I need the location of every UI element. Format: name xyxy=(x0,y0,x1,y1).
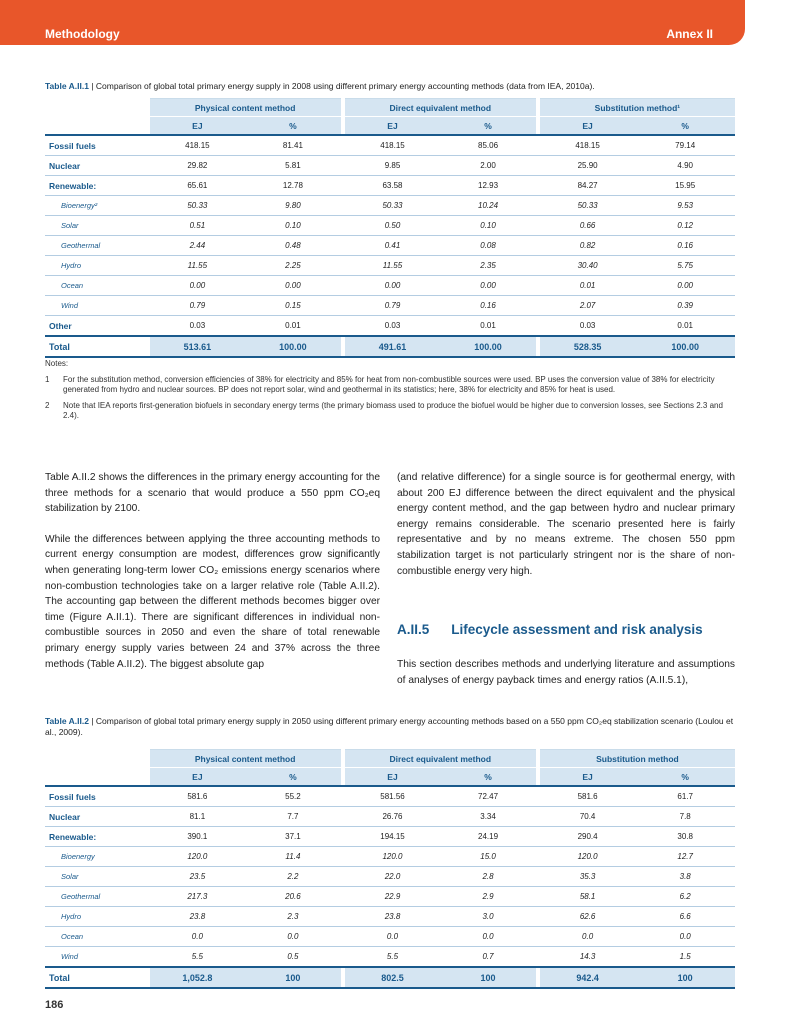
value-cell: 217.3 xyxy=(150,887,246,907)
note-number: 2 xyxy=(45,400,50,410)
value-cell: 2.00 xyxy=(440,156,536,176)
note-1 xyxy=(45,375,735,396)
table2 xyxy=(45,749,735,989)
value-cell: 581.6 xyxy=(540,786,636,807)
value-cell: 418.15 xyxy=(150,135,246,156)
value-cell: 418.15 xyxy=(345,135,441,156)
value-cell: 0.00 xyxy=(150,276,246,296)
table-row xyxy=(45,807,735,827)
value-cell: 0.50 xyxy=(345,216,441,236)
table-corner xyxy=(45,750,150,768)
total-cell: 100.00 xyxy=(440,336,536,357)
row-label: Geothermal xyxy=(45,887,150,907)
row-label: Ocean xyxy=(45,927,150,947)
value-cell: 23.8 xyxy=(150,907,246,927)
table1-label: Table A.II.1 xyxy=(45,81,89,91)
value-cell: 6.2 xyxy=(635,887,735,907)
unit-header: EJ xyxy=(540,117,636,136)
value-cell: 29.82 xyxy=(150,156,246,176)
table-row xyxy=(45,296,735,316)
value-cell: 0.01 xyxy=(245,316,341,337)
value-cell: 390.1 xyxy=(150,827,246,847)
table-row xyxy=(45,256,735,276)
value-cell: 2.2 xyxy=(245,867,341,887)
value-cell: 65.61 xyxy=(150,176,246,196)
page-header xyxy=(0,0,745,45)
section-title: Lifecycle assessment and risk analysis xyxy=(451,622,703,637)
value-cell: 0.79 xyxy=(345,296,441,316)
row-label: Bioenergy² xyxy=(45,196,150,216)
value-cell: 11.4 xyxy=(245,847,341,867)
unit-header: EJ xyxy=(540,768,636,787)
value-cell: 581.56 xyxy=(345,786,441,807)
value-cell: 0.01 xyxy=(635,316,735,337)
table-row xyxy=(45,236,735,256)
total-cell: 942.4 xyxy=(540,967,636,988)
value-cell: 5.75 xyxy=(635,256,735,276)
section-heading xyxy=(397,622,703,637)
value-cell: 9.80 xyxy=(245,196,341,216)
value-cell: 9.85 xyxy=(345,156,441,176)
value-cell: 2.25 xyxy=(245,256,341,276)
group-header: Direct equivalent method xyxy=(345,750,536,768)
group-header: Physical content method xyxy=(150,99,341,117)
row-label: Renewable: xyxy=(45,827,150,847)
table-row xyxy=(45,135,735,156)
value-cell: 12.93 xyxy=(440,176,536,196)
row-label: Geothermal xyxy=(45,236,150,256)
value-cell: 5.5 xyxy=(345,947,441,968)
value-cell: 50.33 xyxy=(540,196,636,216)
table-row xyxy=(45,276,735,296)
row-label: Solar xyxy=(45,867,150,887)
total-cell: 100.00 xyxy=(635,336,735,357)
unit-header: % xyxy=(245,768,341,787)
value-cell: 11.55 xyxy=(150,256,246,276)
value-cell: 120.0 xyxy=(345,847,441,867)
table-row xyxy=(45,907,735,927)
value-cell: 0.48 xyxy=(245,236,341,256)
paragraph: This section describes methods and underlying literature and assumptions of analyses of energy payback times and energy ratios (A.II.5.1), xyxy=(397,659,735,686)
total-cell: 491.61 xyxy=(345,336,441,357)
value-cell: 3.8 xyxy=(635,867,735,887)
value-cell: 0.15 xyxy=(245,296,341,316)
value-cell: 2.8 xyxy=(440,867,536,887)
value-cell: 0.0 xyxy=(245,927,341,947)
value-cell: 0.5 xyxy=(245,947,341,968)
group-header: Substitution method xyxy=(540,750,735,768)
notes-title: Notes: xyxy=(45,359,69,368)
unit-header: % xyxy=(635,117,735,136)
value-cell: 0.12 xyxy=(635,216,735,236)
value-cell: 2.07 xyxy=(540,296,636,316)
body-right-column xyxy=(397,470,735,594)
value-cell: 5.81 xyxy=(245,156,341,176)
note-2 xyxy=(45,401,735,422)
table2-label: Table A.II.2 xyxy=(45,716,89,726)
value-cell: 3.0 xyxy=(440,907,536,927)
total-cell: 802.5 xyxy=(345,967,441,988)
value-cell: 84.27 xyxy=(540,176,636,196)
value-cell: 9.53 xyxy=(635,196,735,216)
total-cell: 100 xyxy=(440,967,536,988)
value-cell: 0.7 xyxy=(440,947,536,968)
value-cell: 12.78 xyxy=(245,176,341,196)
group-header: Physical content method xyxy=(150,750,341,768)
table-unit-header xyxy=(45,768,735,787)
table-corner xyxy=(45,768,150,787)
table-group-header xyxy=(45,750,735,768)
table-row xyxy=(45,176,735,196)
value-cell: 26.76 xyxy=(345,807,441,827)
value-cell: 50.33 xyxy=(345,196,441,216)
row-label: Total xyxy=(45,336,150,357)
table1-caption-text: | Comparison of global total primary energy supply in 2008 using different primary energy accounting methods (data from IEA, 2010a). xyxy=(88,81,595,91)
table-row xyxy=(45,216,735,236)
section-number: A.II.5 xyxy=(397,622,430,637)
row-label: Wind xyxy=(45,947,150,968)
value-cell: 0.01 xyxy=(540,276,636,296)
unit-header: EJ xyxy=(345,117,441,136)
value-cell: 2.35 xyxy=(440,256,536,276)
group-header: Direct equivalent method xyxy=(345,99,536,117)
paragraph: (and relative difference) for a single source is for geothermal energy, with about 200 EJ difference between the direct equivalent and the physical energy content method, and the gap between hydro and nuclear primary energy remains considerable. The scenario presented here is fairly representative and by no means extreme. The chosen 550 ppm stabilization target is not particularly stringent nor is the share of non-combustible energy very high. xyxy=(397,472,735,577)
unit-header: EJ xyxy=(150,117,246,136)
table-row xyxy=(45,786,735,807)
value-cell: 2.3 xyxy=(245,907,341,927)
value-cell: 15.0 xyxy=(440,847,536,867)
value-cell: 20.6 xyxy=(245,887,341,907)
value-cell: 194.15 xyxy=(345,827,441,847)
value-cell: 0.10 xyxy=(245,216,341,236)
table1-caption xyxy=(45,81,735,92)
value-cell: 6.6 xyxy=(635,907,735,927)
header-annex: Annex II xyxy=(666,27,713,41)
body-right-column-2 xyxy=(397,657,735,703)
value-cell: 0.00 xyxy=(345,276,441,296)
value-cell: 61.7 xyxy=(635,786,735,807)
value-cell: 418.15 xyxy=(540,135,636,156)
value-cell: 0.03 xyxy=(345,316,441,337)
value-cell: 5.5 xyxy=(150,947,246,968)
table-row xyxy=(45,156,735,176)
value-cell: 0.82 xyxy=(540,236,636,256)
value-cell: 15.95 xyxy=(635,176,735,196)
table-row xyxy=(45,827,735,847)
value-cell: 79.14 xyxy=(635,135,735,156)
unit-header: % xyxy=(440,768,536,787)
table-row xyxy=(45,847,735,867)
unit-header: EJ xyxy=(345,768,441,787)
row-label: Hydro xyxy=(45,256,150,276)
value-cell: 0.03 xyxy=(150,316,246,337)
table-group-header xyxy=(45,99,735,117)
value-cell: 0.39 xyxy=(635,296,735,316)
value-cell: 2.44 xyxy=(150,236,246,256)
value-cell: 120.0 xyxy=(150,847,246,867)
value-cell: 0.08 xyxy=(440,236,536,256)
value-cell: 23.5 xyxy=(150,867,246,887)
table1-notes xyxy=(45,359,735,422)
value-cell: 581.6 xyxy=(150,786,246,807)
table1 xyxy=(45,98,735,358)
value-cell: 0.66 xyxy=(540,216,636,236)
row-label: Total xyxy=(45,967,150,988)
value-cell: 0.10 xyxy=(440,216,536,236)
value-cell: 0.0 xyxy=(440,927,536,947)
table-corner xyxy=(45,117,150,136)
row-label: Bioenergy xyxy=(45,847,150,867)
value-cell: 0.0 xyxy=(345,927,441,947)
value-cell: 24.19 xyxy=(440,827,536,847)
value-cell: 22.0 xyxy=(345,867,441,887)
note-number: 1 xyxy=(45,374,50,384)
total-cell: 1,052.8 xyxy=(150,967,246,988)
value-cell: 81.41 xyxy=(245,135,341,156)
value-cell: 7.8 xyxy=(635,807,735,827)
value-cell: 12.7 xyxy=(635,847,735,867)
value-cell: 0.41 xyxy=(345,236,441,256)
unit-header: % xyxy=(635,768,735,787)
value-cell: 11.55 xyxy=(345,256,441,276)
value-cell: 0.0 xyxy=(150,927,246,947)
value-cell: 72.47 xyxy=(440,786,536,807)
row-label: Solar xyxy=(45,216,150,236)
value-cell: 0.00 xyxy=(440,276,536,296)
value-cell: 120.0 xyxy=(540,847,636,867)
table-unit-header xyxy=(45,117,735,136)
row-label: Fossil fuels xyxy=(45,786,150,807)
paragraph: While the differences between applying the three accounting methods to current energy consumption are modest, differences grow significantly when generating long-term lower CO₂ emissions energy scenarios where non-combustion technologies take on a larger relative role (Table A.II.2). The accounting gap between the different methods becomes bigger over time (Figure A.II.1). There are significant differences in individual non-combustible sources in 2050 and even the share of total renewable primary energy supply varies between 24 and 37% across the three methods (Table A.II.2). The biggest absolute gap xyxy=(45,533,380,670)
table-row xyxy=(45,887,735,907)
page-number: 186 xyxy=(45,999,64,1011)
value-cell: 62.6 xyxy=(540,907,636,927)
value-cell: 0.03 xyxy=(540,316,636,337)
note-text: Note that IEA reports first-generation biofuels in secondary energy terms (the primary biomass used to produce the biofuel would be higher due to conversion losses, see Sections 2.3 and 2.4). xyxy=(63,400,723,420)
value-cell: 7.7 xyxy=(245,807,341,827)
table-row xyxy=(45,927,735,947)
paragraph: Table A.II.2 shows the differences in the primary energy accounting for the three methods for a scenario that would produce a 550 ppm CO₂eq stabilization by 2100. xyxy=(45,472,380,515)
total-cell: 100 xyxy=(635,967,735,988)
row-label: Wind xyxy=(45,296,150,316)
header-section: Methodology xyxy=(45,27,120,41)
value-cell: 14.3 xyxy=(540,947,636,968)
row-label: Other xyxy=(45,316,150,337)
value-cell: 4.90 xyxy=(635,156,735,176)
value-cell: 0.16 xyxy=(440,296,536,316)
total-row xyxy=(45,336,735,357)
table-row xyxy=(45,316,735,337)
value-cell: 0.16 xyxy=(635,236,735,256)
value-cell: 0.0 xyxy=(635,927,735,947)
value-cell: 10.24 xyxy=(440,196,536,216)
table2-caption xyxy=(45,716,735,738)
body-left-column xyxy=(45,470,380,687)
row-label: Ocean xyxy=(45,276,150,296)
row-label: Fossil fuels xyxy=(45,135,150,156)
value-cell: 85.06 xyxy=(440,135,536,156)
table2-caption-text: | Comparison of global total primary energy supply in 2050 using different primary energy accounting methods based on a 550 ppm CO₂eq stabilization scenario (Loulou et al., 2009). xyxy=(45,716,734,737)
unit-header: EJ xyxy=(150,768,246,787)
total-row xyxy=(45,967,735,988)
value-cell: 0.79 xyxy=(150,296,246,316)
value-cell: 0.00 xyxy=(245,276,341,296)
value-cell: 23.8 xyxy=(345,907,441,927)
total-cell: 100.00 xyxy=(245,336,341,357)
value-cell: 81.1 xyxy=(150,807,246,827)
value-cell: 0.01 xyxy=(440,316,536,337)
note-text: For the substitution method, conversion efficiencies of 38% for electricity and 85% for heat from non-combustible sources were used. BP uses the conversion value of 38% for electricity generated from hydro and nuclear sources. BP does not report solar, wind and geothermal in its statistics; here, 38% for electricity and 85% for heat is used. xyxy=(63,374,715,394)
value-cell: 30.8 xyxy=(635,827,735,847)
unit-header: % xyxy=(440,117,536,136)
row-label: Hydro xyxy=(45,907,150,927)
value-cell: 0.00 xyxy=(635,276,735,296)
value-cell: 35.3 xyxy=(540,867,636,887)
value-cell: 2.9 xyxy=(440,887,536,907)
value-cell: 3.34 xyxy=(440,807,536,827)
value-cell: 55.2 xyxy=(245,786,341,807)
value-cell: 25.90 xyxy=(540,156,636,176)
value-cell: 63.58 xyxy=(345,176,441,196)
value-cell: 0.0 xyxy=(540,927,636,947)
table-row xyxy=(45,947,735,968)
value-cell: 70.4 xyxy=(540,807,636,827)
value-cell: 22.9 xyxy=(345,887,441,907)
value-cell: 1.5 xyxy=(635,947,735,968)
row-label: Renewable: xyxy=(45,176,150,196)
value-cell: 37.1 xyxy=(245,827,341,847)
total-cell: 528.35 xyxy=(540,336,636,357)
table-row xyxy=(45,867,735,887)
total-cell: 100 xyxy=(245,967,341,988)
table-row xyxy=(45,196,735,216)
value-cell: 58.1 xyxy=(540,887,636,907)
value-cell: 30.40 xyxy=(540,256,636,276)
unit-header: % xyxy=(245,117,341,136)
row-label: Nuclear xyxy=(45,807,150,827)
value-cell: 290.4 xyxy=(540,827,636,847)
value-cell: 0.51 xyxy=(150,216,246,236)
row-label: Nuclear xyxy=(45,156,150,176)
value-cell: 50.33 xyxy=(150,196,246,216)
group-header: Substitution method¹ xyxy=(540,99,735,117)
total-cell: 513.61 xyxy=(150,336,246,357)
table-corner xyxy=(45,99,150,117)
